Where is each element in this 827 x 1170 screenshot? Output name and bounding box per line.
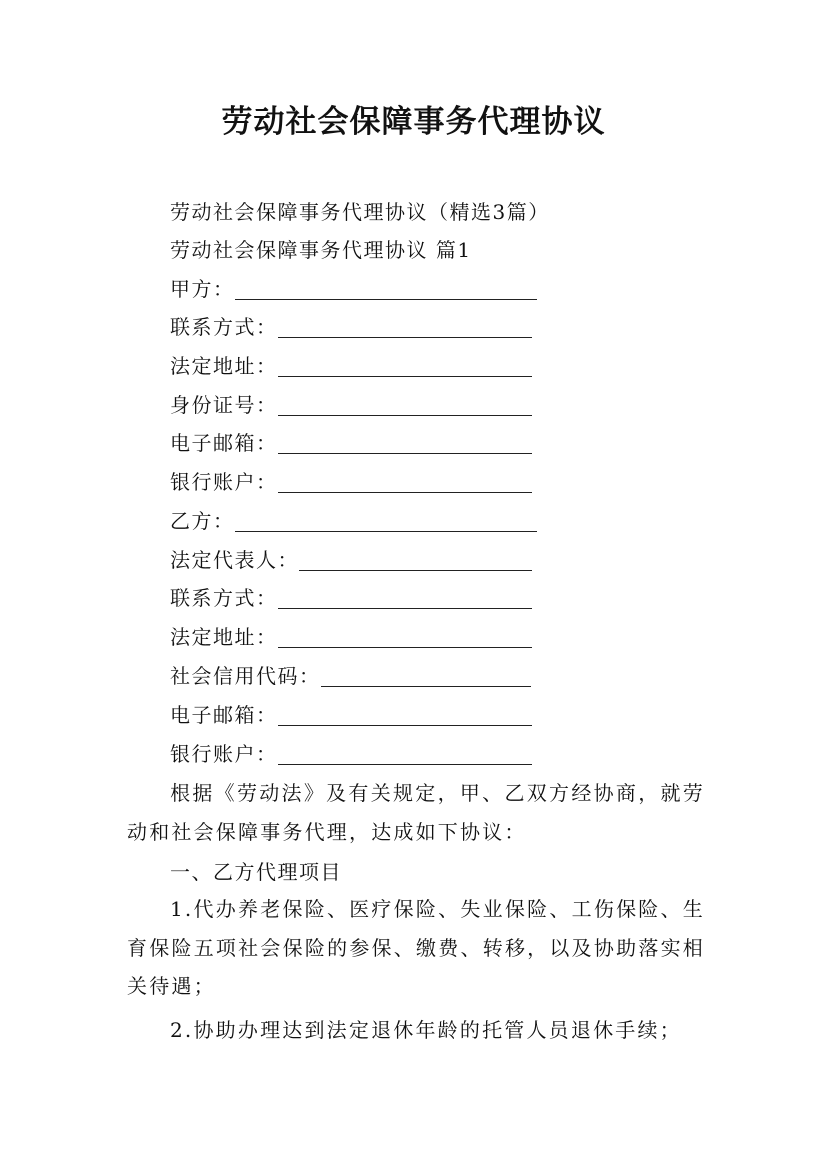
fill-in-blank <box>278 468 532 493</box>
fill-in-blank <box>299 546 532 571</box>
section-heading: 一、乙方代理项目 <box>170 860 342 884</box>
field-label: 银行账户： <box>170 742 278 766</box>
fill-in-blank <box>278 740 532 765</box>
intro-paragraph <box>127 774 705 851</box>
field-label: 电子邮箱： <box>170 431 278 455</box>
field-label: 银行账户： <box>170 470 278 494</box>
fill-in-blank <box>278 701 532 726</box>
document-subtitle: 劳动社会保障事务代理协议（精选3篇） <box>170 200 550 224</box>
clause-text: 2.协助办理达到法定退休年龄的托管人员退休手续； <box>170 1018 682 1042</box>
party-b-credit-code-field <box>170 662 531 690</box>
party-b-email-field <box>170 701 532 729</box>
party-a-email-field <box>170 429 532 457</box>
field-label: 电子邮箱： <box>170 703 278 727</box>
party-b-bank-field <box>170 740 532 768</box>
fill-in-blank <box>235 275 537 300</box>
field-label: 甲方： <box>170 277 235 301</box>
field-label: 联系方式： <box>170 586 278 610</box>
fill-in-blank <box>278 352 532 377</box>
clause-paragraph <box>127 890 705 1006</box>
field-label: 法定地址： <box>170 625 278 649</box>
fill-in-blank <box>278 313 532 338</box>
document-title: 劳动社会保障事务代理协议 <box>221 104 606 140</box>
field-label: 法定代表人： <box>170 548 299 572</box>
fill-in-blank <box>278 584 532 609</box>
party-b-representative-field <box>170 546 532 574</box>
fill-in-blank <box>235 507 537 532</box>
party-a-field <box>170 275 537 303</box>
intro-text: 根据《劳动法》及有关规定，甲、乙双方经协商，就劳动和社会保障事务代理，达成如下协议： <box>127 781 705 844</box>
party-a-address-field <box>170 352 532 380</box>
field-label: 联系方式： <box>170 315 278 339</box>
fill-in-blank <box>278 391 532 416</box>
section-title: 劳动社会保障事务代理协议 篇1 <box>170 238 472 262</box>
party-a-bank-field <box>170 468 532 496</box>
party-a-id-field <box>170 391 532 419</box>
fill-in-blank <box>321 662 531 687</box>
field-label: 乙方： <box>170 509 235 533</box>
field-label: 身份证号： <box>170 393 278 417</box>
clause-paragraph <box>127 1011 705 1050</box>
party-b-address-field <box>170 623 532 651</box>
party-b-field <box>170 507 537 535</box>
fill-in-blank <box>278 623 532 648</box>
party-a-contact-field <box>170 313 532 341</box>
field-label: 社会信用代码： <box>170 664 321 688</box>
field-label: 法定地址： <box>170 354 278 378</box>
party-b-contact-field <box>170 584 532 612</box>
fill-in-blank <box>278 429 532 454</box>
clause-text: 1.代办养老保险、医疗保险、失业保险、工伤保险、生育保险五项社会保险的参保、缴费、转移，以及协助落实相关待遇； <box>127 897 705 998</box>
